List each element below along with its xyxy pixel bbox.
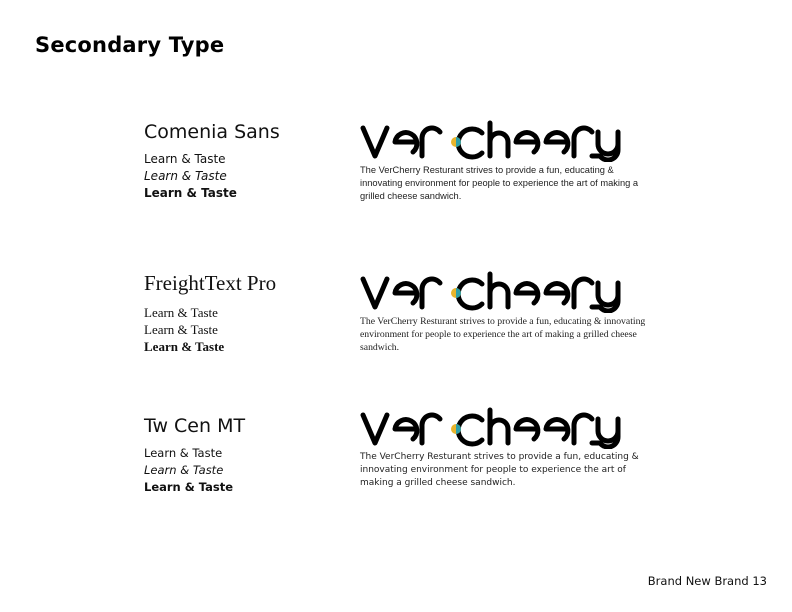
sample-regular: Learn & Taste <box>144 446 223 460</box>
sample-regular: Learn & Taste <box>144 152 226 166</box>
page-footer: Brand New Brand 13 <box>647 574 767 588</box>
sample-italic: Learn & Taste <box>144 463 224 477</box>
sample-bold: Learn & Taste <box>144 186 237 200</box>
page-title: Secondary Type <box>35 33 225 57</box>
typeface-name: FreightText Pro <box>144 271 277 295</box>
brand-description: The VerCherry Resturant strives to provide a fun, educating & innovating environment for people to experience the art of making a grilled cheese sandwich. <box>360 316 646 353</box>
vercheery-logo <box>360 407 660 449</box>
brand-description: The VerCherry Resturant strives to provide a fun, educating & innovating environment for people to experience the art of making a grilled cheese sandwich. <box>360 165 639 201</box>
brand-description: The VerCherry Resturant strives to provide a fun, educating & innovating environment for people to experience the art of making a grilled cheese sandwich. <box>360 452 639 488</box>
vercheery-logo <box>360 120 660 162</box>
typeface-block-comenia <box>144 121 280 202</box>
logo-block-1 <box>360 120 660 203</box>
typeface-name: Tw Cen MT <box>144 415 246 437</box>
sample-italic: Learn & Taste <box>144 169 227 183</box>
sample-bold: Learn & Taste <box>144 339 225 354</box>
logo-block-3 <box>360 407 660 490</box>
sample-bold: Learn & Taste <box>144 480 234 494</box>
typeface-block-twcen <box>144 415 245 496</box>
typeface-name: Comenia Sans <box>144 121 280 143</box>
sample-book: Learn & Taste <box>144 322 218 337</box>
typeface-block-freight <box>144 271 276 355</box>
sample-regular: Learn & Taste <box>144 305 218 320</box>
logo-block-2 <box>360 271 660 354</box>
vercheery-logo <box>360 271 660 313</box>
